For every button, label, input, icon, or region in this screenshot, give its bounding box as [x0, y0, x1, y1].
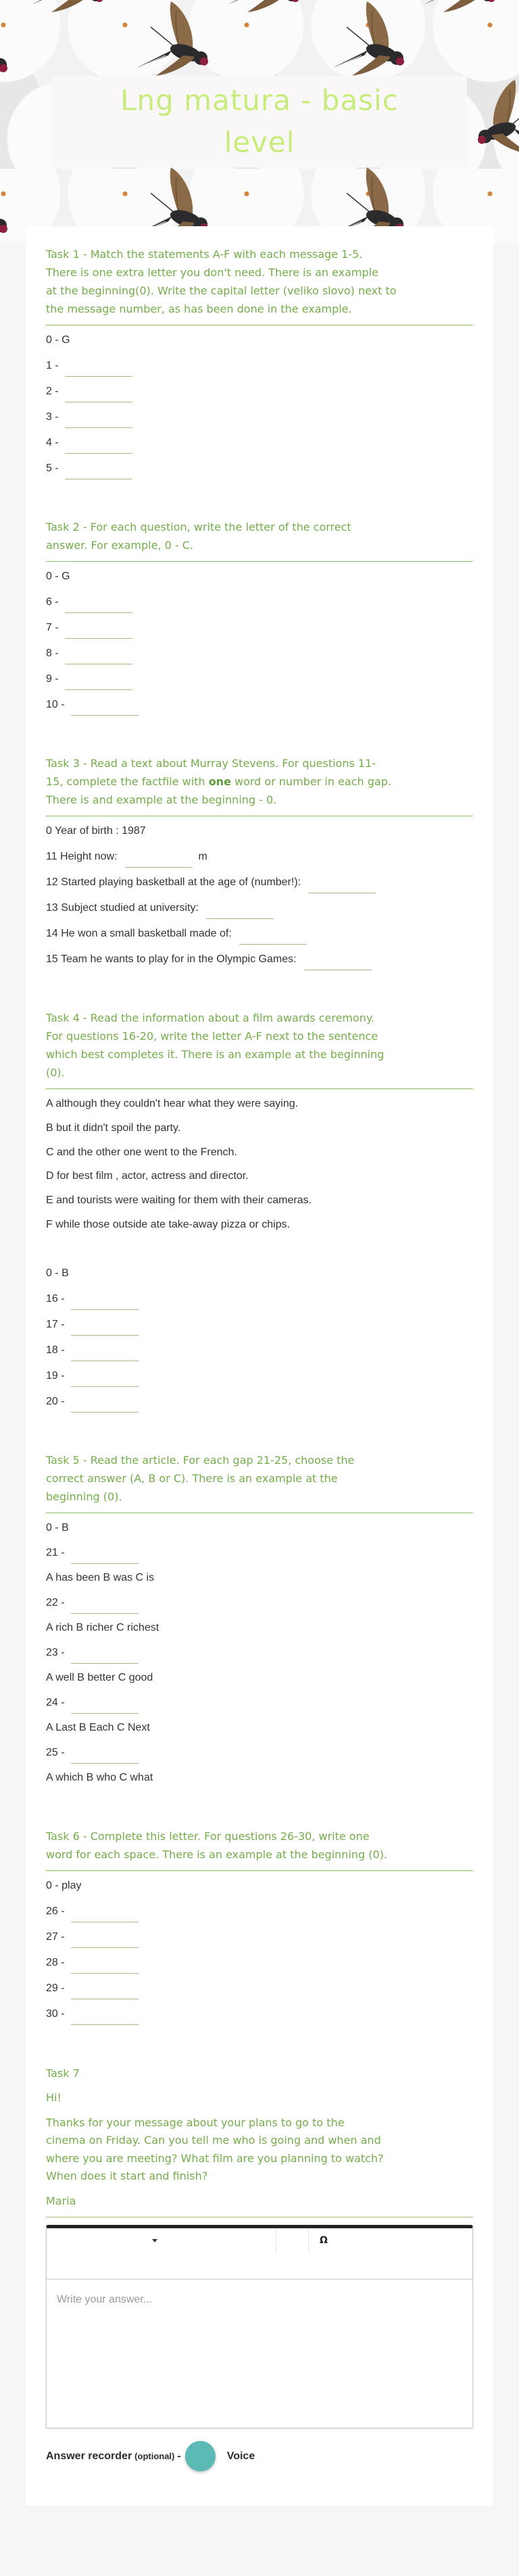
answer-choices: A Last B Each C Next [46, 1721, 150, 1733]
answer-input-28[interactable] [71, 1956, 139, 1974]
answer-choices: A which B who C what [46, 1771, 153, 1783]
answer-input-9[interactable] [65, 673, 132, 690]
letter-body-line: where you are meeting? What film are you planning to watch? [46, 2151, 384, 2165]
toolbar-row [47, 2228, 472, 2253]
answer-list [46, 334, 473, 479]
answer-input-1[interactable] [65, 359, 132, 377]
example-answer: 0 - play [46, 1879, 82, 1891]
task-heading-line: beginning (0). [46, 1490, 122, 1503]
task-heading-line: For questions 16-20, write the letter A-F next to the sentence [46, 1030, 378, 1043]
answer-input-24[interactable] [71, 1696, 139, 1714]
answer-list [46, 570, 473, 716]
answer-input-3[interactable] [65, 411, 132, 428]
letter-body [46, 2114, 473, 2186]
task-heading [46, 754, 473, 809]
question-label: 17 - [46, 1318, 65, 1330]
task-6 [46, 1827, 473, 2025]
answer-row [46, 462, 473, 479]
task-heading [46, 1009, 473, 1082]
choices-row [46, 1771, 473, 1789]
task-heading-line: Task 6 - Complete this letter. For questions 26-30, write one [46, 1829, 370, 1843]
answer-row [46, 1546, 473, 1564]
task-heading-line: correct answer (A, B or C). There is an example at the [46, 1471, 338, 1485]
question-label: 22 - [46, 1596, 65, 1608]
page-title-line: Lng matura - basic [120, 84, 399, 117]
answer-row [46, 1292, 473, 1310]
example-row [46, 570, 473, 587]
answer-recorder [46, 2441, 473, 2471]
answer-input-25[interactable] [71, 1746, 139, 1764]
chevron-down-icon [152, 2239, 157, 2242]
task-heading [46, 518, 473, 554]
question-label: 21 - [46, 1546, 65, 1558]
swallow-illustration [125, 1, 220, 76]
answer-input-8[interactable] [65, 647, 132, 664]
question-label: 16 - [46, 1292, 65, 1305]
question-label: 19 - [46, 1369, 65, 1382]
answer-input-26[interactable] [71, 1905, 139, 1922]
question-label: 10 - [46, 699, 65, 710]
answer-row [46, 621, 473, 639]
task-1 [46, 245, 473, 479]
question-label: 27 - [46, 1930, 65, 1943]
answer-input-27[interactable] [71, 1930, 139, 1948]
special-character-button[interactable]: Ω [320, 2235, 328, 2246]
answer-input-16[interactable] [71, 1292, 139, 1310]
task-heading-line: word for each space. There is an example at the beginning (0). [46, 1847, 388, 1861]
answer-row [46, 1982, 473, 1999]
answer-list [46, 1521, 473, 1789]
answer-row [46, 1696, 473, 1714]
question-label: 20 - [46, 1395, 65, 1407]
answer-row [46, 1344, 473, 1361]
answer-row [46, 1395, 473, 1413]
answer-row [46, 411, 473, 428]
choices-row [46, 1621, 473, 1639]
task-2 [46, 518, 473, 716]
task-heading-line: Task 2 - For each question, write the letter of the correct [46, 521, 351, 533]
answer-row [46, 1746, 473, 1764]
task-heading-line: Task 1 - Match the statements A-F with each message 1-5. [46, 248, 363, 261]
question-label: 30 - [46, 2007, 65, 2020]
answer-input-5[interactable] [65, 462, 132, 479]
answer-row [46, 698, 473, 716]
answer-input-22[interactable] [71, 1596, 139, 1614]
answer-row [46, 673, 473, 690]
answer-input-30[interactable] [71, 2007, 139, 2025]
choices-row [46, 1671, 473, 1689]
letter-signature: Maria [46, 2194, 76, 2207]
answer-row [46, 1956, 473, 1974]
task-heading-line: answer. For example, 0 - C. [46, 539, 193, 552]
answer-choices: A well B better C good [46, 1671, 153, 1683]
heading-emphasis: one [208, 775, 231, 788]
task-heading [46, 1827, 473, 1864]
answer-input-15[interactable] [304, 953, 372, 970]
example-answer: 0 - B [46, 1521, 69, 1533]
question-label: 12 Started playing basketball at the age of (number!): [46, 876, 301, 888]
letter-body-line: Thanks for your message about your plans to go to the [46, 2115, 345, 2129]
answer-input-6[interactable] [65, 596, 132, 613]
task-heading-line [46, 772, 473, 791]
answer-input-13[interactable] [206, 901, 274, 919]
swallow-illustration [20, 0, 115, 12]
task-heading-line: (0). [46, 1066, 65, 1079]
task-heading-line: Task 5 - Read the article. For each gap 21-25, choose the [46, 1453, 355, 1467]
answer-input-18[interactable] [71, 1344, 139, 1361]
letter-body-line: cinema on Friday. Can you tell me who is going and when and [46, 2134, 381, 2147]
question-label: 24 - [46, 1696, 65, 1708]
task-3 [46, 754, 473, 970]
question-label: 3 - [46, 411, 59, 423]
editor-toolbar [47, 2228, 472, 2280]
example-answer: 0 - G [46, 334, 70, 346]
answer-input-4[interactable] [65, 436, 132, 454]
answer-textarea[interactable] [47, 2280, 472, 2427]
answer-row [46, 385, 473, 402]
task-heading-line: the message number, as has been done in the example. [46, 303, 352, 315]
answer-input-14[interactable] [239, 927, 307, 945]
sentence-option-b: B but it didn't spoil the party. [46, 1122, 181, 1134]
question-label: 14 He won a small basketball made of: [46, 928, 232, 939]
factfile-row [46, 850, 473, 868]
answer-row [46, 359, 473, 377]
heading-text: 15, complete the factfile with [46, 775, 209, 788]
voice-record-button[interactable] [185, 2441, 216, 2471]
factfile-row [46, 927, 473, 945]
question-label: 26 - [46, 1905, 65, 1917]
example-row [46, 1521, 473, 1539]
answer-input-12[interactable] [308, 876, 376, 893]
sentence-endings-list [46, 1097, 473, 1413]
example-answer: 0 - B [46, 1267, 69, 1279]
question-label: 13 Subject studied at university: [46, 902, 199, 914]
answer-row [46, 647, 473, 664]
example-row [46, 1879, 473, 1897]
task-heading-line: There is and example at the beginning - 0. [46, 793, 277, 806]
answer-input-20[interactable] [71, 1395, 139, 1413]
divider [46, 1870, 473, 1871]
answer-row [46, 1905, 473, 1922]
example-answer: 0 - G [46, 571, 70, 582]
answer-input-7[interactable] [65, 621, 132, 639]
swallow-illustration [0, 169, 19, 243]
sentence-option-e: E and tourists were waiting for them with their cameras. [46, 1194, 312, 1207]
task-heading [46, 245, 473, 318]
task-heading-line: Task 4 - Read the information about a film awards ceremony. [46, 1011, 375, 1024]
page-title [52, 76, 467, 167]
answer-input-2[interactable] [65, 385, 132, 402]
answer-row [46, 436, 473, 454]
answer-choices: A rich B richer C richest [46, 1621, 159, 1633]
task-heading-line: Task 3 - Read a text about Murray Stevens. For questions 11- [46, 757, 376, 770]
answer-row [46, 1318, 473, 1336]
answer-row [46, 1930, 473, 1948]
question-label: 9 - [46, 673, 59, 685]
swallow-illustration [412, 0, 507, 12]
question-label: 7 - [46, 622, 59, 633]
answer-list [46, 1879, 473, 2025]
empty-line [46, 1242, 473, 1256]
question-label: 23 - [46, 1646, 65, 1658]
sentence-option-a: A although they couldn't hear what they were saying. [46, 1098, 299, 1109]
answer-choices: A has been B was C is [46, 1571, 155, 1583]
swallow-illustration [216, 0, 311, 12]
question-label: 25 - [46, 1746, 65, 1758]
sentence-option-d: D for best film , actor, actress and director. [46, 1170, 249, 1182]
question-label: 28 - [46, 1956, 65, 1968]
answer-row [46, 1646, 473, 1664]
header-banner [0, 0, 519, 243]
swallow-illustration [0, 8, 19, 82]
factfile-row [46, 953, 473, 970]
worksheet-card [26, 226, 493, 2506]
question-label: 4 - [46, 437, 59, 448]
task-4 [46, 1009, 473, 1413]
recorder-optional-label: (optional) [134, 2451, 175, 2462]
choices-row [46, 1721, 473, 1739]
question-label: 2 - [46, 386, 59, 397]
rich-text-editor [46, 2225, 473, 2428]
factfile-row [46, 876, 473, 893]
task-heading-line: which best completes it. There is an example at the beginning [46, 1048, 385, 1061]
question-label: 15 Team he wants to play for in the Olympic Games: [46, 953, 297, 965]
answer-input-17[interactable] [71, 1318, 139, 1336]
format-dropdown[interactable] [47, 2228, 276, 2253]
answer-row [46, 1369, 473, 1387]
answer-input-10[interactable] [71, 698, 139, 716]
answer-input-21[interactable] [71, 1546, 139, 1564]
example-row [46, 1267, 473, 1284]
sentence-option-f: F while those outside ate take-away pizza or chips. [46, 1218, 291, 1230]
answer-input-29[interactable] [71, 1982, 139, 1999]
answer-row [46, 2007, 473, 2025]
question-label: 29 - [46, 1982, 65, 1994]
recorder-label: Answer recorder [46, 2450, 132, 2462]
question-label: 5 - [46, 463, 59, 474]
recorder-dash: - [177, 2450, 181, 2462]
question-label: 1 - [46, 360, 59, 371]
sentence-option-c: C and the other one went to the French. [46, 1146, 237, 1158]
heading-text: word or number in each gap. [230, 775, 391, 788]
example-row [46, 334, 473, 351]
task-heading [46, 1451, 473, 1506]
example-answer: 0 Year of birth : 1987 [46, 825, 146, 837]
toolbar-button[interactable] [276, 2228, 308, 2253]
letter-greeting: Hi! [46, 2091, 61, 2105]
answer-input-11[interactable] [125, 850, 193, 868]
divider [46, 561, 473, 562]
voice-label: Voice [226, 2450, 255, 2462]
question-label: 11 Height now: [46, 851, 118, 862]
choices-row [46, 1571, 473, 1589]
question-label: 6 - [46, 596, 59, 608]
task-heading-line: There is one extra letter you don't need. There is an example [46, 266, 378, 279]
letter-body-line: When does it start and finish? [46, 2170, 208, 2183]
task-7 [46, 2065, 473, 2472]
question-label: 18 - [46, 1344, 65, 1356]
answer-row [46, 596, 473, 613]
answer-row [46, 1596, 473, 1614]
factfile-row [46, 901, 473, 919]
question-label: 8 - [46, 648, 59, 659]
example-row [46, 824, 473, 842]
task-title: Task 7 [46, 2066, 80, 2080]
divider [46, 1088, 473, 1089]
swallow-illustration [466, 80, 519, 154]
answer-input-19[interactable] [71, 1369, 139, 1387]
page-title-line: level [224, 126, 295, 159]
answer-input-23[interactable] [71, 1646, 139, 1664]
factfile-list [46, 824, 473, 970]
task-5 [46, 1451, 473, 1789]
task-heading-line: at the beginning(0). Write the capital letter (veliko slovo) next to [46, 284, 397, 297]
swallow-illustration [321, 1, 416, 76]
unit-label: m [198, 851, 207, 862]
